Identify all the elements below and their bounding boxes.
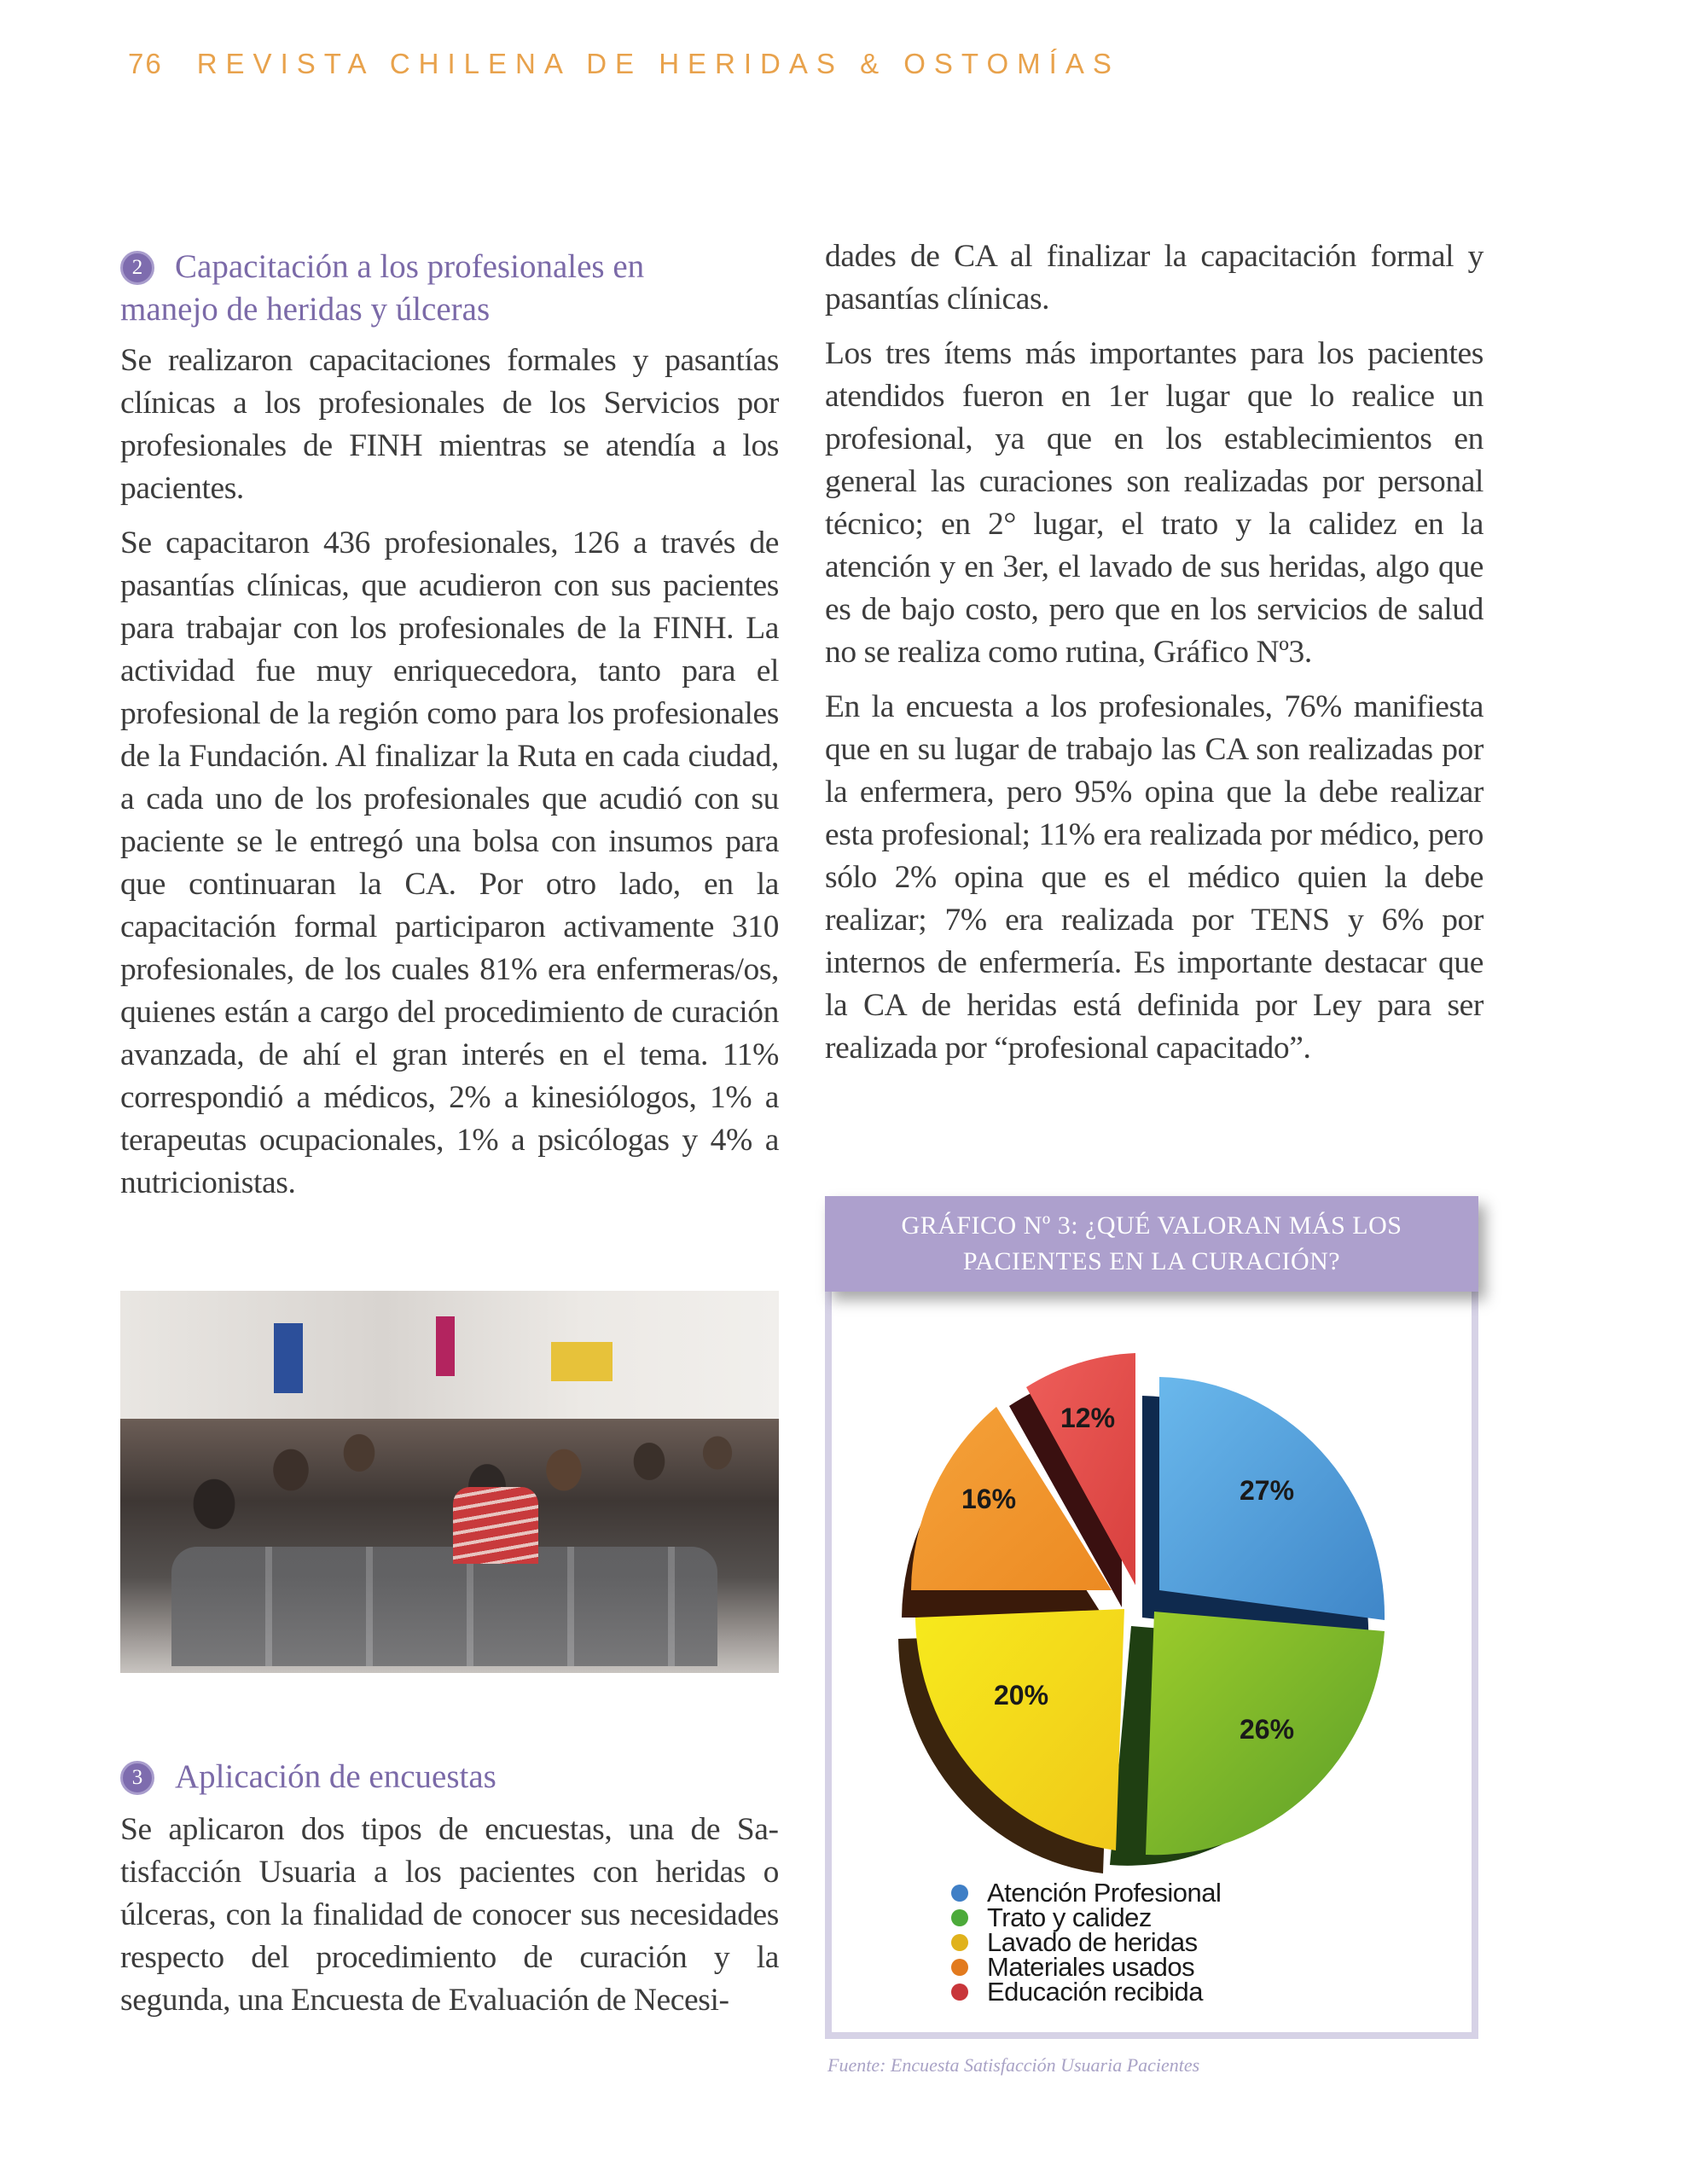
left-column <box>120 246 779 1217</box>
chart-title-line1: GRÁFICO Nº 3: ¿QUÉ VALORAN MÁS LOS <box>901 1211 1402 1240</box>
chart-frame <box>825 1292 1478 2039</box>
legend-label: Atención Profesional <box>987 1877 1222 1908</box>
legend-label: Trato y calidez <box>987 1902 1152 1932</box>
pie-label-materiales: 16% <box>961 1484 1017 1514</box>
paragraph: Se aplicaron dos tipos de encuestas, una de Satisfacción Usuaria a los pacientes con heridas o úlceras, con la finalidad de conocer sus necesidades respecto del procedimiento de curación y la segunda, una Encuesta de Evaluación de Necesi- <box>120 1812 779 2018</box>
pie-label-educacion: 12% <box>1060 1403 1116 1433</box>
training-session-photo <box>120 1291 779 1673</box>
legend-dot-yellow-icon <box>951 1934 968 1951</box>
pie-label-trato: 26% <box>1240 1714 1295 1745</box>
running-header <box>128 43 1120 85</box>
section-number-badge: 3 <box>120 1761 154 1795</box>
pie-label-lavado: 20% <box>994 1680 1049 1711</box>
pie-chart-figure <box>825 1196 1487 2039</box>
chart-title-line2: PACIENTES EN LA CURACIÓN? <box>962 1247 1341 1275</box>
right-column <box>825 235 1483 1082</box>
section-3-heading-text: Aplicación de encuestas <box>175 1758 496 1795</box>
section-2-heading-line1: Capacitación a los profesionales en <box>175 248 645 285</box>
section-number-badge: 2 <box>120 251 154 285</box>
chart-title <box>825 1196 1478 1292</box>
section-3-heading <box>120 1756 779 1798</box>
photo-banner <box>436 1316 455 1376</box>
photo-person-striped-shirt <box>453 1487 538 1564</box>
chart-legend <box>951 1877 1222 2007</box>
legend-dot-orange-icon <box>951 1959 968 1976</box>
pie-chart-svg <box>890 1343 1402 1889</box>
legend-label: Materiales usados <box>987 1951 1195 1982</box>
legend-dot-green-icon <box>951 1909 968 1926</box>
photo-chairs <box>171 1547 717 1666</box>
legend-label: Educación recibida <box>987 1976 1203 2007</box>
legend-dot-red-icon <box>951 1984 968 2001</box>
pie-label-atencion: 27% <box>1240 1475 1295 1506</box>
journal-title: REVISTA CHILENA DE HERIDAS & OSTOMÍAS <box>196 48 1120 79</box>
pie-chart <box>890 1343 1402 1855</box>
section-2-heading <box>120 246 779 331</box>
paragraph: Se capacitaron 436 profesionales, 126 a través de pasantías clínicas, que acudieron con sus pacientes para trabajar con los profesionales de la FINH. La actividad fue muy enriquecedora, tanto para el profesional de la región como para los profesionales de la Fundación. Al finalizar la Ruta en cada ciudad, a cada uno de los profesionales que acudió con su paciente se le entregó una bolsa con insumos para que continuaran la CA. Por otro lado, en la capacitación formal participaron activamente 310 profesionales, de los cuales 81% era enfermeras/os, quienes están a cargo del procedimiento de curación avanzada, de ahí el gran interés en el tema. 11% correspondió a médicos, 2% a kinesiólogos, 1% a terapeutas ocupacionales, 1% a psicólogas y 4% a nutricionistas. <box>120 526 779 1200</box>
paragraph: dades de CA al finalizar la capacitación formal y pasantías clínicas. <box>825 239 1483 317</box>
paragraph: En la encuesta a los profesionales, 76% manifiesta que en su lugar de trabajo las CA son realizadas por la enfermera, pero 95% opina que la debe realizar esta profesional; 11% era realizada por médico, pero sólo 2% opina que es el médico quien la debe realizar; 7% era realizada por TENS y 6% por internos de enfermería. Es importante destacar que la CA de heridas está definida por Ley para ser realizada por “profesional capacitado”. <box>825 689 1483 1066</box>
page-number: 76 <box>128 48 163 79</box>
paragraph: Los tres ítems más importantes para los pacientes atendidos fueron en 1er lugar que lo realice un profesional, ya que en los establecimientos en general las curaciones son realizadas por personal técnico; en 2° lugar, el trato y la calidez en la atención y en 3er, el lavado de sus heridas, algo que es de bajo costo, pero que en los servicios de salud no se realiza como rutina, Gráfico Nº3. <box>825 336 1483 670</box>
chart-source-caption: Fuente: Encuesta Satisfacción Usuaria Pacientes <box>827 2054 1200 2076</box>
legend-item <box>951 1976 1221 2007</box>
legend-dot-blue-icon <box>951 1885 968 1902</box>
paragraph: Se realizaron capacitaciones formales y pasantías clínicas a los profesionales de los Servicios por profesionales de FINH mientras se atendía a los pacientes. <box>120 343 779 506</box>
section-2-heading-line2: manejo de heridas y úlceras <box>120 291 491 328</box>
section-3 <box>120 1756 779 2034</box>
legend-label: Lavado de heridas <box>987 1926 1198 1957</box>
